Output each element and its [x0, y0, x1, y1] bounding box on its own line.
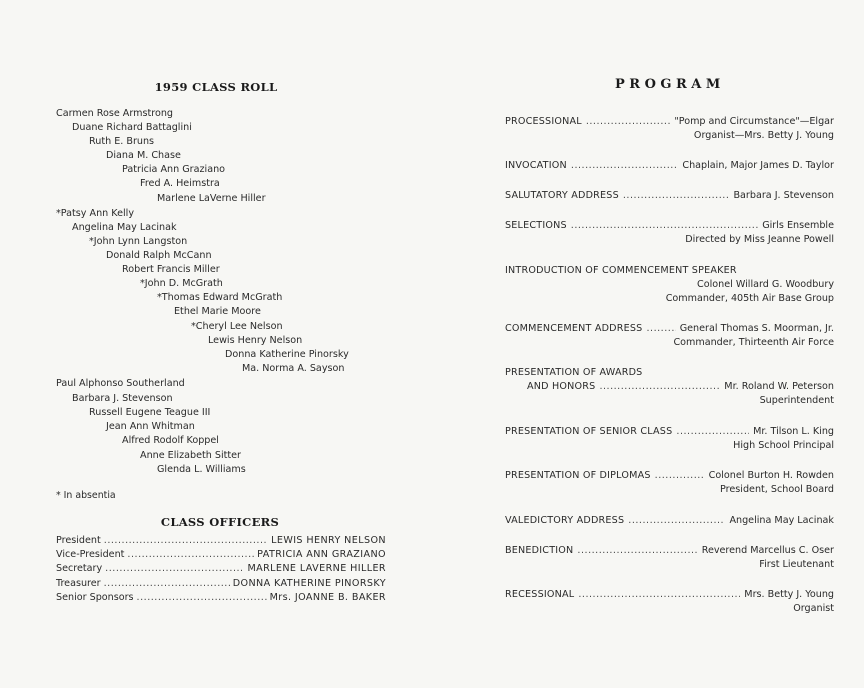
roll-name: Robert Francis Miller	[122, 264, 220, 275]
program-title: PROGRAM	[615, 77, 725, 92]
roll-name: Alfred Rodolf Koppel	[122, 435, 219, 446]
program-label: PRESENTATION OF AWARDS	[505, 367, 643, 378]
program-item	[505, 425, 834, 453]
leader-dots	[628, 514, 725, 528]
officer-row	[56, 535, 386, 547]
roll-name: Jean Ann Whitman	[106, 421, 195, 432]
officer-name: DONNA KATHERINE PINORSKY	[232, 577, 386, 589]
program-label: PRESENTATION OF DIPLOMAS	[505, 470, 651, 481]
leader-dots	[578, 588, 740, 602]
program-label: RECESSIONAL	[505, 589, 575, 600]
program-subline: Directed by Miss Jeanne Powell	[685, 234, 834, 245]
program-label: SELECTIONS	[505, 220, 567, 231]
program-subline: First Lieutenant	[759, 559, 834, 570]
program-subline: Organist	[793, 603, 834, 614]
leader-dots	[571, 219, 758, 233]
roll-name: Barbara J. Stevenson	[72, 393, 173, 404]
program-subline: President, School Board	[720, 484, 834, 495]
officer-name: MARLENE LAVERNE HILLER	[247, 563, 386, 575]
roll-name: *John Lynn Langston	[89, 236, 188, 247]
officer-role: Vice-President	[56, 549, 125, 561]
roll-name: Ethel Marie Moore	[174, 306, 261, 317]
program-label: PRESENTATION OF SENIOR CLASS	[505, 426, 673, 437]
program-label-continued: AND HONORS	[527, 381, 596, 392]
program-value: Colonel Burton H. Rowden	[708, 470, 834, 481]
roll-name: *Thomas Edward McGrath	[157, 292, 283, 303]
roll-name: *Patsy Ann Kelly	[56, 208, 135, 219]
program-subline: Colonel Willard G. Woodbury	[697, 279, 834, 290]
program-value: Angelina May Lacinak	[729, 515, 834, 526]
roll-name: Patricia Ann Graziano	[122, 164, 226, 175]
absentia-note: * In absentia	[56, 490, 116, 501]
roll-name: Lewis Henry Nelson	[208, 335, 303, 346]
leader-dots	[105, 563, 244, 575]
leader-dots	[577, 544, 697, 558]
officer-name: Mrs. JOANNE B. BAKER	[269, 591, 386, 603]
class-roll-title: 1959 CLASS ROLL	[154, 80, 278, 94]
program-item	[505, 159, 834, 173]
class-officers-title: CLASS OFFICERS	[160, 515, 280, 529]
officer-row	[56, 563, 386, 575]
leader-dots	[571, 159, 678, 173]
roll-name: Russell Eugene Teague III	[89, 407, 211, 418]
roll-name: Donald Ralph McCann	[106, 250, 212, 261]
leader-dots	[127, 549, 254, 561]
program-label: VALEDICTORY ADDRESS	[505, 515, 625, 526]
leader-dots	[104, 535, 268, 547]
officer-row	[56, 592, 386, 604]
program-item	[505, 366, 834, 408]
program-item	[505, 219, 834, 247]
program-value: Mr. Roland W. Peterson	[724, 381, 834, 392]
leader-dots	[586, 115, 671, 129]
roll-name: Angelina May Lacinak	[72, 222, 177, 233]
program-item	[505, 544, 834, 572]
leader-dots	[655, 469, 705, 483]
program-value: Reverend Marcellus C. Oser	[701, 545, 834, 556]
roll-name: Carmen Rose Armstrong	[56, 108, 174, 119]
roll-name: Anne Elizabeth Sitter	[140, 450, 241, 461]
program-item	[505, 115, 834, 143]
roll-name: Diana M. Chase	[106, 150, 181, 161]
program-subline: High School Principal	[733, 440, 834, 451]
program-value: Girls Ensemble	[762, 220, 834, 231]
officer-row	[56, 549, 386, 561]
officer-role: President	[56, 535, 101, 546]
program-value: General Thomas S. Moorman, Jr.	[679, 323, 834, 334]
officer-name: PATRICIA ANN GRAZIANO	[257, 549, 386, 561]
leader-dots	[623, 189, 730, 203]
program-subline: Commander, Thirteenth Air Force	[673, 337, 834, 348]
officer-name: LEWIS HENRY NELSON	[271, 535, 386, 546]
officer-role: Secretary	[56, 563, 103, 575]
program-value: Mrs. Betty J. Young	[744, 589, 834, 600]
roll-name: Donna Katherine Pinorsky	[225, 349, 349, 360]
leader-dots	[646, 322, 675, 336]
program-subline: Superintendent	[759, 395, 834, 406]
leader-dots	[676, 425, 749, 439]
leader-dots	[599, 380, 720, 394]
program-value: Chaplain, Major James D. Taylor	[682, 160, 834, 171]
roll-name: Ma. Norma A. Sayson	[242, 363, 345, 374]
program-item	[505, 322, 834, 350]
program-item	[505, 588, 834, 616]
roll-name: *John D. McGrath	[140, 278, 223, 289]
program-subline: Commander, 405th Air Base Group	[665, 293, 834, 304]
roll-name: *Cheryl Lee Nelson	[191, 321, 283, 332]
officer-row	[56, 578, 386, 590]
program-label: BENEDICTION	[505, 545, 574, 556]
program-item	[505, 469, 834, 497]
leader-dots	[137, 592, 267, 604]
officer-role: Treasurer	[56, 577, 101, 589]
program-value: Mr. Tilson L. King	[753, 426, 834, 437]
leader-dots	[104, 578, 230, 590]
program-label: PROCESSIONAL	[505, 116, 582, 127]
program-value: "Pomp and Circumstance"—Elgar	[674, 116, 834, 127]
officer-role: Senior Sponsors	[56, 591, 134, 603]
roll-name: Duane Richard Battaglini	[72, 122, 192, 133]
program-value: Barbara J. Stevenson	[733, 190, 834, 201]
program-label: INTRODUCTION OF COMMENCEMENT SPEAKER	[505, 265, 737, 276]
roll-name: Marlene LaVerne Hiller	[157, 193, 266, 204]
program-subline: Organist—Mrs. Betty J. Young	[693, 130, 834, 141]
roll-name: Fred A. Heimstra	[140, 178, 220, 189]
roll-name: Ruth E. Bruns	[89, 136, 155, 147]
program-label: INVOCATION	[505, 160, 567, 171]
program-label: SALUTATORY ADDRESS	[505, 190, 619, 201]
program-item	[505, 264, 834, 306]
program-item	[505, 514, 834, 528]
program-item	[505, 189, 834, 203]
roll-name: Glenda L. Williams	[157, 464, 246, 475]
program-label: COMMENCEMENT ADDRESS	[505, 323, 643, 334]
roll-name: Paul Alphonso Southerland	[56, 378, 185, 389]
